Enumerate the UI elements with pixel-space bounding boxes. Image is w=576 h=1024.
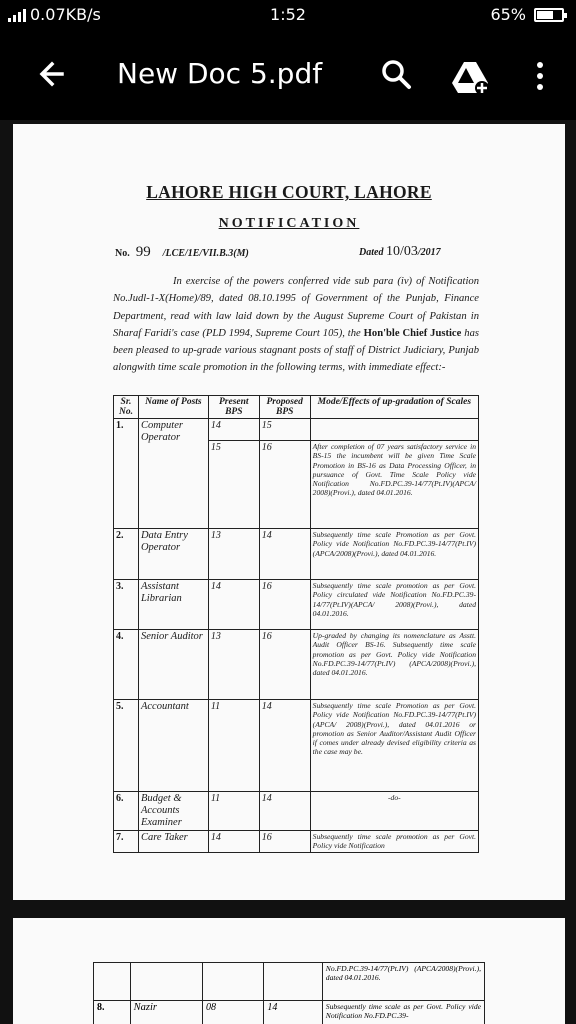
no-value: 99 xyxy=(135,244,151,260)
no-label: No. xyxy=(115,248,130,259)
posts-table xyxy=(113,395,479,853)
status-bar xyxy=(0,0,576,30)
court-title: LAHORE HIGH COURT, LAHORE xyxy=(146,182,432,202)
dated-year: /2017 xyxy=(417,247,441,258)
table-row: No.FD.PC.39-14/77(Pt.IV) (APCA/2008)(Provi.), dated 04.01.2016. xyxy=(94,963,485,1001)
table-row: 2. Data Entry Operator 13 14 Subsequently time scale Promotion as per Govt. Policy vide Notification No.FD.PC.39-14/77(Pt.IV) (APCA/2008)(Provi.), dated 04.01.2016. xyxy=(114,529,479,580)
battery-icon xyxy=(534,8,564,22)
table-row: 7. Care Taker 14 16 Subsequently time scale promotion as per Govt. Policy vide Notification xyxy=(114,831,479,853)
google-drive-add-icon[interactable] xyxy=(450,56,490,96)
table-header xyxy=(114,396,479,419)
pdf-page-1 xyxy=(13,124,565,900)
header-present: Present BPS xyxy=(208,396,259,419)
header-mode: Mode/Effects of up-gradation of Scales xyxy=(310,396,478,419)
search-icon[interactable] xyxy=(376,54,416,94)
header-name: Name of Posts xyxy=(138,396,208,419)
table-row: 4. Senior Auditor 13 16 Up-graded by changing its nomenclature as Asstt. Audit Officer BS-16. Subsequently time scale promotion as per Govt. Policy vide Notification No.FD.PC.39-14/77(Pt.IV) (APCA/2008)(Provi.), dated 04.01.2016. xyxy=(114,630,479,700)
posts-table-continued xyxy=(93,962,485,1024)
table-row: 1. Computer Operator 14 15 xyxy=(114,419,479,441)
table-row: 5. Accountant 11 14 Subsequently time scale Promotion as per Govt. Policy vide Notification No.FD.PC.39-14/77(Pt.IV) (APCA/ 2008)(Provi.), dated 04.01.2016 or promotion as Senior Auditor/Assistant Audit Officer if comes under already devised eligibility criteria as the case may be. xyxy=(114,700,479,792)
network-speed: 0.07KB/s xyxy=(30,5,101,24)
pdf-viewer[interactable] xyxy=(0,120,576,1024)
status-right xyxy=(490,5,564,24)
header-proposed: Proposed BPS xyxy=(259,396,310,419)
dated-label: Dated xyxy=(359,247,384,258)
notification-heading: NOTIFICATION xyxy=(218,216,360,231)
more-vert-icon[interactable] xyxy=(524,56,556,96)
table-row: 6. Budget & Accounts Examiner 11 14 -do- xyxy=(114,792,479,831)
table-row: 15 16 After completion of 07 years satisfactory service in BS-15 the incumbent will be given Time Scale Promotion in BS-16 as Data Processing Officer, in pursuance of Govt. Time Scale Policy vide Notification No.FD.PC.39-14/77(Pt.IV)(APCA/ 2008)(Provi.), dated 04.01.2016. xyxy=(114,441,479,529)
header-sr: Sr. No. xyxy=(114,396,139,419)
reference-number xyxy=(115,244,249,261)
battery-fill xyxy=(537,11,553,19)
ref-code: /LCE/1E/VII.B.3(M) xyxy=(162,248,249,259)
dated-value: 10/03 xyxy=(385,244,418,259)
dated xyxy=(359,244,441,260)
pdf-page-2 xyxy=(13,918,565,1024)
table-row: 3. Assistant Librarian 14 16 Subsequently time scale promotion as per Govt. Policy circulated vide Notification No.FD.PC.39-14/77(Pt.IV)(APCA/ 2008)(Provi.), dated 04.01.2016. xyxy=(114,580,479,630)
status-time: 1:52 xyxy=(270,5,306,24)
app-bar xyxy=(0,30,576,120)
table-row: 8. Nazir 08 14 Subsequently time scale as per Govt. Policy vide Notification No.FD.PC.39- xyxy=(94,1001,485,1024)
battery-percent: 65% xyxy=(490,5,526,24)
document-title: New Doc 5.pdf xyxy=(117,57,323,90)
chief-justice: Hon'ble Chief Justice xyxy=(363,327,462,339)
back-arrow-icon[interactable] xyxy=(30,52,74,96)
body-paragraph: In exercise of the powers conferred vide sub para (iv) of Notification No.Judl-1-X(Home)/89, dated 08.10.1995 of Government of the Punjab, Finance Department, read with law laid down by the August Supreme Court of Pakistan in Sharaf Faridi's case (PLD 1994, Supreme Court 105), the Hon'ble Chief Justice has been pleased to up-grade various stagnant posts of staff of District Judiciary, Punjab alongwith time scale promotion in the following terms, with immediate effect:- xyxy=(113,276,479,374)
